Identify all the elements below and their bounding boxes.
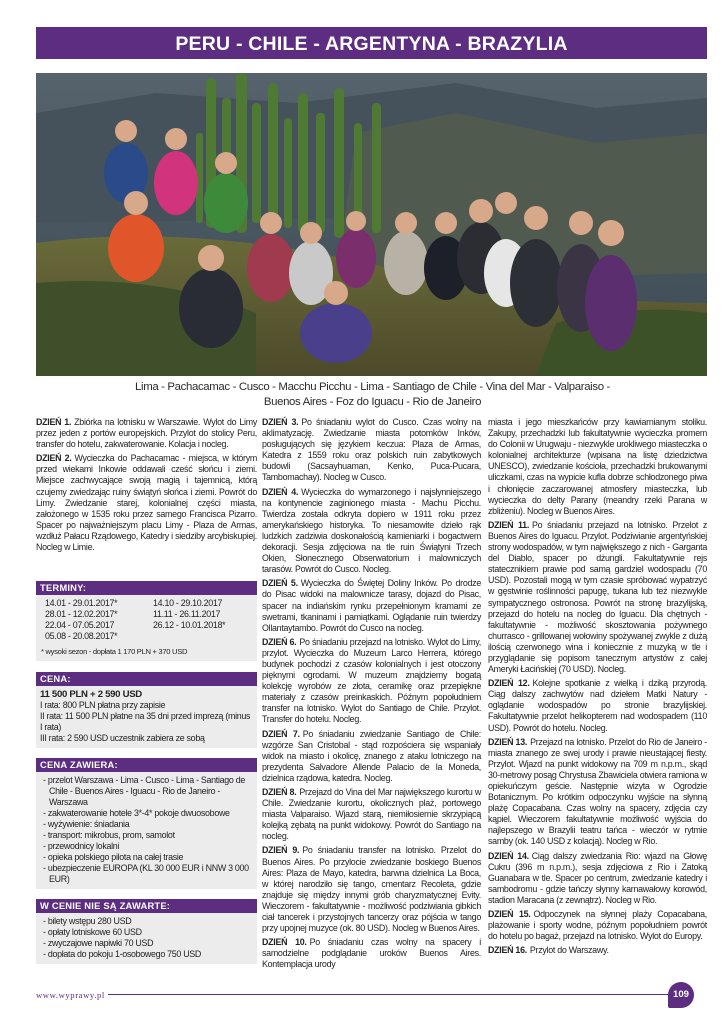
terminy-dates — [40, 598, 253, 642]
day-15 — [488, 909, 707, 942]
excluded-item: - dopłata do pokoju 1-osobowego 750 USD — [43, 949, 202, 959]
installment: III rata: 2 590 USD uczestnik zabiera ze sobą — [40, 733, 205, 743]
day-9 — [262, 845, 481, 934]
excluded-item: - opłaty lotniskowe 60 USD — [43, 927, 142, 937]
day-label: DZIEŃ 3. — [262, 417, 299, 427]
day-label: DZIEŃ 8. — [262, 787, 297, 797]
day-label: DZIEŃ 6. — [262, 636, 297, 647]
day-text: Po śniadaniu czas wolny na spacery i samodzielne podglądanie uroków Buenos Aires. Kontemplacja urody — [262, 937, 481, 970]
itinerary-column-1 — [36, 417, 257, 556]
day-label: DZIEŃ 7. — [262, 728, 300, 739]
itinerary-column-3 — [488, 417, 707, 959]
day-text: Po śniadaniu przejazd na lotnisko. Przelot z Buenos Aires do Iguacu. Przylot. Podziwianie argentyńskiej strony wodospadów, w tym największego z nich - Garganta del Diablo, spacer po dżungli. Fakultatywnie rejs statecznikiem prawie pod samą gardziel wodospadu (70 USD). Pozostali mogą w tym czasie spróbować wypatrzyć w gęstwinie roślinności papugę, tukana lub też niezwykle sympatycznego ostronosa. Powrót na stronę brazylijską, przejazd do hotelu na nocleg do Iguacu. Dla chętnych - fakultatywnie - możliwość skosztowania pożywnego churrasco - grillowanej wołowiny spożywanej zwykle z dużą ilością czerwonego wina i koniecznie z muzyką w tle i przyglądanie się popisom tanecznym artystów z całej Ameryki Łacińskiej (70 USD). Nocleg. — [488, 519, 707, 675]
day-text: Przejazd do Vina del Mar największego kurortu w Chile. Zwiedzanie kurortu, okolicznych plaż, portowego miasta Valparaiso. Wjazd starą, niemiłosiernie skrzypiącą kolejką zębatą na punkt widokowy. Powrót do Santiago na nocleg. — [262, 787, 481, 842]
included-item: - wyżywienie: śniadania — [43, 819, 130, 829]
day-text: Odpoczynek na słynnej plaży Copacabana, plażowanie i sporty wodne, późnym popołudniem powrót do hotelu po bagaż, przejazd na lotnisko. Wylot do Europy. — [488, 909, 707, 942]
page-number: 109 — [668, 982, 694, 1008]
day-label: DZIEŃ 1. — [36, 417, 72, 427]
installment: I rata: 800 PLN płatna przy zapisie — [40, 700, 166, 710]
day-text: Przejazd na lotnisko. Przelot do Rio de Janeiro - miasta znanego ze swej urody i prawie nieustającej fiesty. Przylot. Wjazd na punkt widokowy na 709 m n.p.m., skąd 30-metrowy posąg Chrystusa Zbawiciela otwiera ramiona w opiekuńczym geście. Następnie wizyta w Ogrodzie Botanicznym. Po krótkim odpoczynku wyjście na słynną plażę Copacabana. Czas wolny na spacery, zdjęcia czy kąpiel. Wieczorem fakultatywnie możliwość wyjścia do najlepszego w Brazylii teatru tańca - wieczór w rytmie samby (ok. 140 USD z kolacją). Nocleg w Rio. — [488, 736, 707, 847]
day-text: Po śniadaniu transfer na lotnisko. Przelot do Buenos Aires. Po przylocie zwiedzanie boskiego Buenos Aires: Plaza de Mayo, katedra, barwna dzielnica La Boca, w której narodziło się tango, cmentarz Recoleta, gdzie znajduje się między innymi grób charyzmatycznej Evity. Wieczorem - fakultatywnie - możliwość podziwiania gibkich ciał tancerek i przystojnych tancerzy oraz pójścia w tango przy upojnej muzyce (ok. 80 USD). Nocleg w Buenos Aires. — [262, 845, 481, 934]
day-text: Po śniadaniu zwiedzanie Santiago de Chile: wzgórze San Cristobal - stąd rozpościera się wspaniały widok na miasto i okolicę, znanego z ataku lotniczego na prezydenta Salvadore Allende Palacio de la Moneda, dzielnica rządowa, katedra. Nocleg. — [262, 728, 481, 783]
included-item: - przewodnicy lokalni — [43, 841, 120, 851]
day-label: DZIEŃ 14. — [488, 850, 529, 861]
high-season-note: * wysoki sezon - dopłata 1 170 PLN + 370 USD — [41, 647, 188, 656]
day-13 — [488, 737, 707, 848]
term-date: 11.11 - 26.11.2017 — [153, 609, 221, 619]
cena-header: CENA: — [36, 672, 257, 686]
day-10 — [262, 937, 481, 970]
day-label: DZIEŃ 15. — [488, 909, 531, 920]
route-subtitle: Lima - Pachacamac - Cusco - Macchu Picchu - Lima - Santiago de Chile - Vina del Mar - Valparaiso - Buenos Aires - Foz do Iguacu - Rio de Janeiro — [135, 381, 610, 408]
day-text: Wycieczka do wymarzonego i najsłynniejszego na kontynencie zaginionego miasta - Machu Picchu. Twierdza została odkryta dopiero w 1911 roku przez amerykańskiego historyka. To niesamowite dzieło rąk ludzkich zadziwia doskonałością kamieniarki i bogactwem dekoracji. Sesja zdjęciowa na tle ruin Świątyni Trzech Okien, Słonecznego Obserwatorium i malowniczych tarasów. Powrót do Cusco. Nocleg. — [262, 486, 481, 575]
day-14 — [488, 851, 707, 906]
day-label: DZIEŃ 9. — [262, 845, 300, 856]
cena-zawiera-header: CENA ZAWIERA: — [36, 758, 257, 772]
price-value: 11 500 PLN + 2 590 USD — [40, 689, 142, 700]
excluded-item: - zwyczajowe napiwki 70 USD — [43, 938, 154, 948]
footer-divider — [108, 994, 668, 995]
included-item: - zakwaterowanie hotele 3*-4* pokoje dwuosobowe — [43, 808, 230, 818]
day-label: DZIEŃ 12. — [488, 678, 530, 689]
day-text: Ciąg dalszy zwiedzania Rio: wjazd na Głowę Cukru (396 m n.p.m.), sesja zdjęciowa z Rio i Zatoką Guanabara w tle. Spacer po centrum, zwiedzanie katedry i sambodromu - gdzie tańczy słynny karnawałowy korowód, stadion Maracana (z zewnątrz). Nocleg w Rio. — [488, 850, 707, 905]
included-item: - opieka polskiego pilota na całej trasie — [43, 852, 184, 862]
day-3 — [262, 417, 481, 484]
day-8 — [262, 787, 481, 842]
group-photo-illustration — [36, 73, 707, 376]
included-item: - przelot Warszawa - Lima - Cusco - Lima - Santiago de Chile - Buenos Aires - Iguacu - Rio de Janeiro - Warszawa — [43, 775, 245, 807]
day-text: Wycieczka do Świętej Doliny Inków. Po drodze do Pisac widoki na malownicze tarasy, dojazd do Pisac, spacer na indiańskim rynku przepełnionym kramami ze swetrami, tkaninami i pamiątkami. Oglądanie ruin twierdzy Ollantaytambo. Powrót do Cusco na nocleg. — [262, 578, 481, 633]
day-text: Przylot do Warszawy. — [529, 945, 609, 956]
cena-box — [36, 672, 257, 748]
day-text: Po śniadaniu wylot do Cusco. Czas wolny na aklimatyzację. Zwiedzanie miasta potomków Inków, posługujących się językiem keczua: Plaza de Armas, Katedra z 1559 roku oraz polskich ruin zabytkowych budowli (Sacsayhuaman, Kenko, Puca-Pucara, Tambomachay). Nocleg w Cusco. — [262, 417, 481, 483]
excluded-item: - bilety wstępu 280 USD — [43, 916, 132, 926]
day-4 — [262, 487, 481, 576]
day-1 — [36, 417, 257, 450]
day-text: Wycieczka do Pachacamac - miejsca, w którym przed wiekami Inkowie oddawali cześć słońcu i ziemi. Miejsce zachwycające swoją magią i tajemnicą, którą czujemy zwiedzając ruiny świątyń słońca i ziemi. Powrót do Limy. Zwiedzanie starej, kolonialnej części miasta, założonego w 1535 roku przez samego Francisca Pizarro. Spacer po najważniejszym placu Limy - Plaza de Armas, wzdłuż Pałacu Rządowego, Katedry i siedziby arcybiskupiej. Nocleg w Limie. — [36, 453, 257, 553]
footer-url[interactable]: www.wyprawy.pl — [36, 990, 105, 1000]
group-photo — [36, 73, 707, 376]
not-included-box — [36, 899, 257, 964]
included-item: - transport: mikrobus, prom, samolot — [43, 830, 175, 840]
day-text: miasta i jego mieszkańców przy kawiarnianym stoliku. Zakupy, przechadzki lub fakultatywnie wycieczka promem do Colonii w Urugwaju - niezwykle urokliwego miasteczka o kolonialnej architekturze (wpisana na listę dziedzictwa UNESCO), zwiedzanie kościoła, przechadzki brukowanymi uliczkami, czas na wypicie kufla dobrze schłodzonego piwa i chłonięcie zaczarowanej atmosfery miasteczka, lub wycieczka do delty Parany (meandry rzeki Parana w zbliżeniu). Nocleg w Buenos Aires. — [488, 417, 707, 516]
day-6 — [262, 637, 481, 726]
day-11 — [488, 520, 707, 675]
term-date — [148, 631, 258, 642]
day-label: DZIEŃ 2. — [36, 453, 72, 464]
day-text: Kolejne spotkanie z wielką i dziką przyrodą. Ciąg dalszy zachwytów nad dziełem Matki Natury - oglądanie wodospadów po stronie brazylijskiej. Fakultatywnie przelot helikopterem nad wodospadem (110 USD). Powrót do hotelu. Nocleg. — [488, 678, 707, 733]
day-12 — [488, 678, 707, 733]
day-label: DZIEŃ 16. — [488, 945, 527, 956]
day-text: Po śniadaniu przejazd na lotnisko. Wylot do Limy, przylot. Wycieczka do Muzeum Larco Herrera, którego budynek pochodzi z czasów kolonialnych i jest otoczony pięknymi ogrodami. W muzeum znajdziemy bogatą kolekcję wyrobów ze złota, ceramikę oraz przepiękne materiały z czasów preinkaskich. Późnym popołudniem transfer na lotnisko. Wylot do Santiago de Chile. Przylot. Transfer do hotelu. Nocleg. — [262, 636, 481, 725]
term-date: 14.01 - 29.01.2017* — [45, 598, 118, 608]
cena-zawiera-box — [36, 758, 257, 889]
terminy-header: TERMINY: — [36, 581, 257, 595]
day-label: DZIEŃ 4. — [262, 486, 299, 497]
not-included-header: W CENIE NIE SĄ ZAWARTE: — [36, 899, 257, 913]
itinerary-column-2 — [262, 417, 481, 974]
day-2 — [36, 453, 257, 553]
installment: II rata: 11 500 PLN płatne na 35 dni przed imprezą (minus I rata) — [40, 711, 251, 732]
day-7 — [262, 729, 481, 784]
term-date: 05.08 - 20.08.2017* — [45, 631, 118, 641]
term-date: 28.01 - 12.02.2017* — [45, 609, 118, 619]
page-title: PERU - CHILE - ARGENTYNA - BRAZYLIA — [36, 27, 707, 59]
day-label: DZIEŃ 13. — [488, 736, 528, 747]
day-label: DZIEŃ 10. — [262, 937, 307, 948]
day-label: DZIEŃ 5. — [262, 578, 298, 589]
term-date: 26.12 - 10.01.2018* — [153, 620, 226, 630]
day-5 — [262, 578, 481, 633]
day-text: Zbiórka na lotnisku w Warszawie. Wylot do Limy przez jeden z portów europejskich. Przylot do stolicy Peru, transfer do hotelu, zakwaterowanie. Kolacja i nocleg. — [36, 417, 257, 450]
day-10-continued — [488, 417, 707, 517]
included-item: - ubezpieczenie EUROPA (KL 30 000 EUR i NNW 3 000 EUR) — [43, 863, 249, 884]
term-date: 14.10 - 29.10.2017 — [153, 598, 223, 608]
terminy-box — [36, 581, 257, 661]
term-date: 22.04 - 07.05.2017 — [45, 620, 115, 630]
day-label: DZIEŃ 11. — [488, 519, 530, 530]
day-16 — [488, 945, 707, 956]
